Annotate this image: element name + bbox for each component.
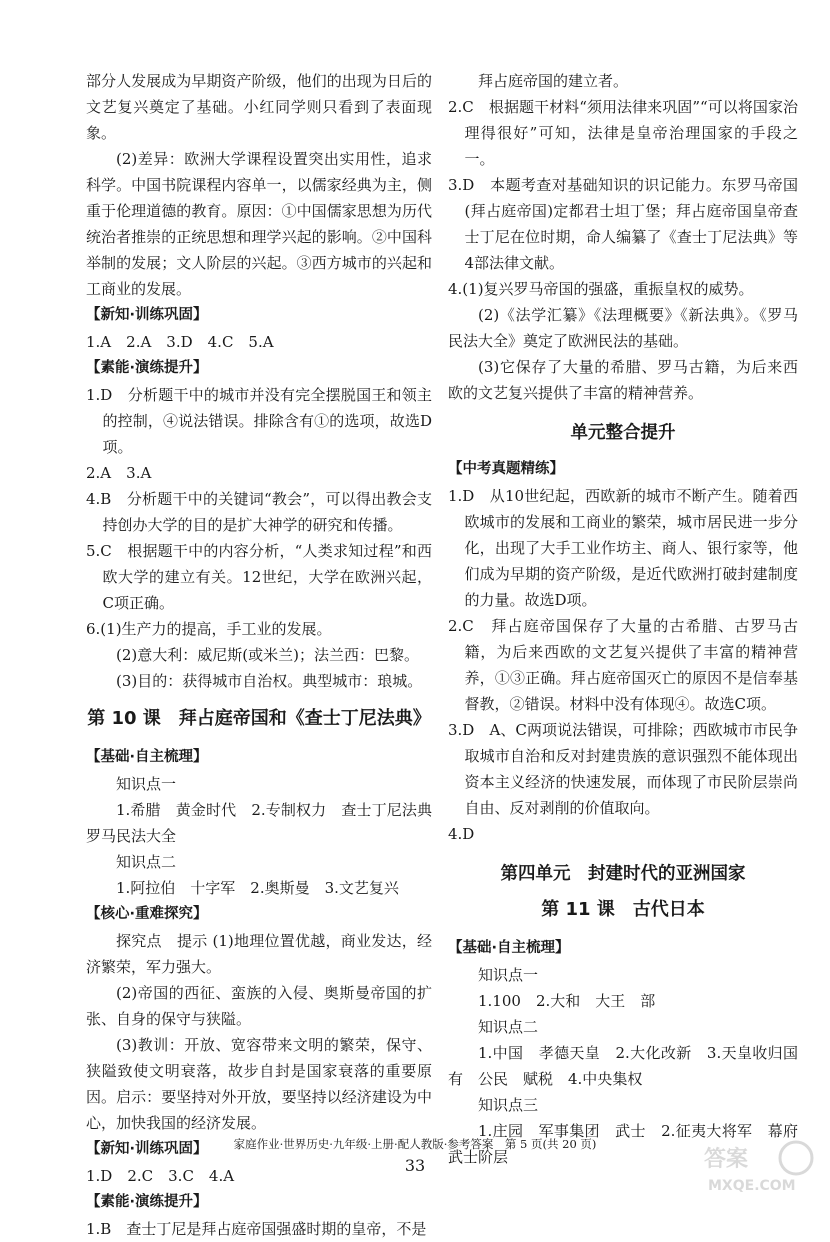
answer-item: 6.(1)生产力的提高，手工业的发展。 [86,620,332,638]
answer-item: (3)它保存了大量的希腊、罗马古籍，为后来西欧的文艺复兴提供了丰富的精神营养。 [448,358,798,402]
answer-line: 4.D [448,825,475,843]
answer-item: 3.D 本题考查对基础知识的识记能力。东罗马帝国(拜占庭帝国)定都君士坦丁堡；拜占庭帝国皇帝查士丁尼在位时期，命人编纂了《查士丁尼法典》等4部法律文献。 [448,176,798,272]
answer-item: 1.B 查士丁尼是拜占庭帝国强盛时期的皇帝，不是 [86,1220,427,1238]
answer-item: (2)《法学汇纂》《法理概要》《新法典》。《罗马民法大全》奠定了欧洲民法的基础。 [448,306,798,350]
unit-title: 第四单元 封建时代的亚洲国家 [500,864,746,884]
watermark-logo-icon [700,1136,824,1196]
knowledge-point-label: 知识点一 [478,966,539,984]
knowledge-point-label: 知识点二 [116,853,177,871]
answer-line: 2.A 3.A [86,464,152,482]
section-header: 【素能·演练提升】 [86,1194,208,1210]
lesson-title: 第 10 课 拜占庭帝国和《查士丁尼法典》 [87,708,431,729]
page-number: 33 [404,1156,426,1175]
answer-paragraph: 探究点 提示 (1)地理位置优越，商业发达，经济繁荣，军力强大。 [86,932,432,976]
svg-text:MXQE.COM: MXQE.COM [708,1178,796,1194]
section-header: 【新知·训练巩固】 [86,1141,208,1157]
answer-line: 1.A 2.A 3.D 4.C 5.A [86,333,274,351]
lesson-title: 第 11 课 古代日本 [541,899,705,920]
svg-text:答案: 答案 [704,1147,749,1172]
answer-paragraph: 部分人发展成为早期资产阶级，他们的出现为日后的文艺复兴奠定了基础。小红同学则只看到了表面现象。 [86,72,432,142]
left-column [86,68,448,1242]
answer-paragraph: 拜占庭帝国的建立者。 [478,72,629,90]
section-header: 【新知·训练巩固】 [86,307,208,323]
knowledge-point-label: 知识点二 [478,1018,539,1036]
answer-item: 1.希腊 黄金时代 2.专制权力 查士丁尼法典 罗马民法大全 [86,801,448,845]
answer-item: 3.D A、C两项说法错误，可排除；西欧城市市民争取城市自治和反对封建贵族的意识强烈不能体现出资本主义经济的快速发展，而体现了市民阶层崇尚自由、反对剥削的价值取向。 [448,721,798,817]
section-header: 【核心·重难探究】 [86,906,208,922]
answer-item: 1.D 分析题干中的城市并没有完全摆脱国王和领主的控制，④说法错误。排除含有①的选项，故选D项。 [86,386,432,456]
answer-item: 2.C 拜占庭帝国保存了大量的古希腊、古罗马古籍，为后来西欧的文艺复兴提供了丰富的精神营养，①③正确。拜占庭帝国灭亡的原因不是信奉基督教，②错误。材料中没有体现④。故选C项。 [448,617,798,713]
answer-paragraph: (2)差异：欧洲大学课程设置突出实用性，追求科学。中国书院课程内容单一，以儒家经典为主，侧重于伦理道德的教育。原因：①中国儒家思想为历代统治者推崇的正统思想和理学兴起的影响。②中国科举制的发展；文人阶层的兴起。③西方城市的兴起和工商业的发展。 [86,150,432,298]
section-header: 【基础·自主梳理】 [86,749,208,765]
answer-item: 1.100 2.大和 大王 部 [478,992,656,1010]
answer-item: (2)意大利：威尼斯(或米兰)；法兰西：巴黎。 [116,646,419,664]
answer-item: (3)目的：获得城市自治权。典型城市：琅城。 [116,672,423,690]
answer-paragraph: (2)帝国的西征、蛮族的入侵、奥斯曼帝国的扩张、自身的保守与狭隘。 [86,984,432,1028]
answer-item: 1.阿拉伯 十字军 2.奥斯曼 3.文艺复兴 [116,879,399,897]
section-header: 【素能·演练提升】 [86,360,208,376]
section-header: 【基础·自主梳理】 [448,940,570,956]
answer-item: 1.D 从10世纪起，西欧新的城市不断产生。随着西欧城市的发展和工商业的繁荣，城市居民进一步分化，出现了大手工业作坊主、商人、银行家等，他们成为早期的资产阶级，是近代欧洲打破封建制度的力量。故选D项。 [448,487,798,609]
answer-item: 4.B 分析题干中的关键词“教会”，可以得出教会支持创办大学的目的是扩大神学的研究和传播。 [86,490,432,534]
answer-item: 1.中国 孝德天皇 2.大化改新 3.天皇收归国有 公民 赋税 4.中央集权 [448,1044,798,1088]
answer-line: 1.D 2.C 3.C 4.A [86,1167,235,1185]
answer-paragraph: (3)教训：开放、宽容带来文明的繁荣，保守、狭隘致使文明衰落，故步自封是国家衰落的重要原因。启示：要坚持对外开放，要坚持以经济建设为中心，加快我国的经济发展。 [86,1036,432,1132]
unit-review-title: 单元整合提升 [570,423,676,443]
answer-item: 2.C 根据题干材料“须用法律来巩固”“可以将国家治理得很好”可知，法律是皇帝治理国家的手段之一。 [448,98,798,168]
answer-item: 1.庄园 军事集团 武士 2.征夷大将军 幕府 武士阶层 [448,1122,814,1166]
right-column [448,68,814,1170]
page-footer: 家庭作业·世界历史·九年级·上册·配人教版·参考答案 第 5 页(共 20 页) [233,1137,597,1151]
knowledge-point-label: 知识点一 [116,775,177,793]
answer-item: 4.(1)复兴罗马帝国的强盛，重振皇权的威势。 [448,280,754,298]
knowledge-point-label: 知识点三 [478,1096,539,1114]
answer-item: 5.C 根据题干中的内容分析，“人类求知过程”和西欧大学的建立有关。12世纪，大学在欧洲兴起，C项正确。 [86,542,432,612]
section-header: 【中考真题精练】 [448,461,564,477]
